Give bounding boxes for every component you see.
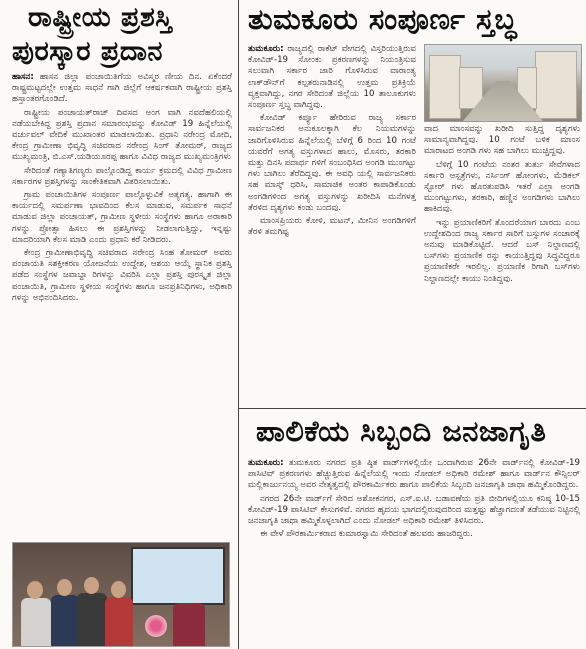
- left-paragraph: ರಾಷ್ಟ್ರೀಯ ಪಂಚಾಯತ್‌ರಾಜ್ ದಿವಸದ ಅಂಗ ವಾಗಿ ನವದೆಹಲಿಯಲ್ಲಿ ನಡೆಯಬೇಕಿದ್ದ ಪ್ರಶಸ್ತಿ ಪ್ರದಾನ ಸಮಾರಂಭವನ್ನು ಕೋವಿಡ್ 19 ಹಿನ್ನೆಲೆಯಲ್ಲಿ ವರ್ಚುವಲ್ ವೇದಿಕೆ ಮುಖಾಂತರ ಮಾಡಲಾಯಿತು. ಪ್ರಧಾನಿ ನರೇಂದ್ರ ಮೋದಿ, ಕೇಂದ್ರ ಗ್ರಾಮೀಣಾ ಭಿವೃದ್ಧಿ ಸಚಿವರಾದ ನರೇಂದ್ರ ಸಿಂಗ್ ತೋಮರ್, ರಾಜ್ಯದ ಮುಖ್ಯಮಂತ್ರಿ, ಬಿ.ಎಸ್.ಯಡಿಯೂರಪ್ಪ ಹಾಗೂ ವಿವಿಧ ರಾಜ್ಯದ ಮುಖ್ಯಮಂತ್ರಿಗಳು: [12, 107, 232, 163]
- right-top-paragraph: ಕೋವಿಡ್ ಕರ್ಪ್ಯೂ ಹೇರಿರುವ ರಾಜ್ಯ ಸರ್ಕಾರ ಸಾರ್ವಜನಿಕರ ಅನುಕೂಲಕ್ಕಾಗಿ ಕೆಲ ನಿಯಮಗಳನ್ನು ಜಾರಿಗೊಳಿಸಿರುವ ಹಿನ್ನೆಲೆಯಲ್ಲಿ ಬೆಳಿಗ್ಗೆ 6 ರಿಂದ 10 ಗಂಟೆ ಯವರೆಗೆ ಅಗತ್ಯ ವಸ್ತುಗಳಾದ ಹಾಲು, ಮೊಸರು, ತರಕಾರಿ ಮತ್ತು ದಿನಸಿ ಪದಾರ್ಥ ಗಳಿಗೆ ಸಂಬಂಧಿಸಿದ ಅಂಗಡಿ ಮುಂಗಟ್ಟು ಗಳು ಬಾಗಿಲು ತೆರೆದಿದ್ದವು. ಈ ಅವಧಿ ಯಲ್ಲಿ ಸಾರ್ವಜನಿಕರು ಸಹ ಮಾಸ್ಕ್ ಧರಿಸಿ, ಸಾಮಾಜಿಕ ಅಂತರ ಕಾಪಾಡಿಕೊಂಡು ಅಂಗಡಿಗಳಿಂದ ಅಗತ್ಯ ವಸ್ತುಗಳನ್ನು ಖರೀದಿಸಿ ಮನೆಗಳತ್ತ ತೆರಳಿದ ದೃಶ್ಯಗಳು ಕಂಡು ಬಂದವು.: [248, 113, 416, 213]
- left-paragraph: ಕೇಂದ್ರ ಗ್ರಾಮೀಣಾಭಿವೃದ್ಧಿ ಸಚಿವರಾದ ನರೇಂದ್ರ ಸಿಂಹ ತೋಮರ್ ಅವರು ಪಂಚಾಯತಿ ಸಶಕ್ತೀಕರಣ ಯೋಜನೆಯ ಉದ್ದೇಶ, ಆಶಯ ಆಯ್ಕೆ ಸ್ಥಾನಿಕ ಪ್ರಶಸ್ತಿ ಪಡೆದ ಸಂಸ್ಥೆಗಳ ಜವಾಬ್ದಾ ರಿಗಳನ್ನು ವಿವರಿಸಿ ಎಲ್ಲಾ ಪ್ರಶಸ್ತಿ ಪುರಸ್ಕೃತ ಜಿಲ್ಲಾ ಪಂಚಾಯಿತಿ, ಗ್ರಾಮೀಣ ಸ್ಥಳೀಯ ಸಂಸ್ಥೆಗಳು ಹಾಗೂ ಜನಪ್ರತಿನಿಧಿಗಳು, ಅಧಿಕಾರಿ ಗಳನ್ನು ಅಭಿನಂದಿಸಿದರು.: [12, 248, 232, 303]
- right-top-dateline: ತುಮಕೂರು:: [248, 44, 284, 54]
- left-paragraph: ಸೇರಿದಂತೆ ಗಣ್ಯಾತಿಗಣ್ಯರು ಪಾಲ್ಗೊಂಡಿದ್ದ ಕಾರ್ಯ ಕ್ರಮದಲ್ಲಿ ವಿವಿಧ ಗ್ರಾಮೀಣ ಸರ್ಕಾರಗಳ ಪ್ರಶಸ್ತಿಗಳನ್ನು ಸಾಂಕೇತಿಕವಾಗಿ ವಿತರಿಸಲಾಯಿತು.: [12, 165, 232, 187]
- right-top-col2: [424, 124, 580, 402]
- left-paragraph: ಗ್ರಾಮ ಪಂಚಾಯಿತಿಗಳ ಸಂಪೂರ್ಣ ಪಾಲ್ಗೊಳ್ಳುವಿಕೆ ಅತ್ಯಗತ್ಯ. ಹಾಗಾಗಿ ಈ ಕಾರ್ಯದಲ್ಲಿ ಸಮರ್ಪಣಾ ಭಾವದಿಂದ ಕೆಲಸ ಮಾಡುವ, ಸಮರ್ಪಕ ಸಾಧನೆ ಮಾಡುವ ಜಿಲ್ಲಾ ಪಂಚಾಯತ್, ಗ್ರಾಮೀಣ ಸ್ಥಳೀಯ ಸಂಸ್ಥೆಗಳು ಹಾಗೂ ಅರಾಕಾರಿ ಗಳನ್ನು ಪ್ರೋತ್ಸಾ ಹಿಸಲು ಈ ಪ್ರಶಸ್ತಿಗಳನ್ನು ನೀಡಲಾಗುತ್ತಿದ್ದು, ಇನ್ನಷ್ಟು ಮಾದರಿಯಾಗಿ ಕೆಲಸ ಮಾಡಿ ಎಂದು ಪ್ರಧಾನಿ ಕರೆ ನೀಡಿದರು.: [12, 190, 232, 245]
- right-top-paragraph: ಬೆಳಿಗ್ಗೆ 10 ಗಂಟೆಯ ನಂತರ ತುರ್ತು ಸೇವೆಗಳಾದ ಸರ್ಕಾರಿ ಆಸ್ಪತ್ರೆಗಳು, ನರ್ಸಿಂಗ್ ಹೋಂಗಳು, ಮೆಡಿಕಲ್ ಸ್ಟೋರ್ ಗಳು ಹೊರತುಪಡಿಸಿ ಇತರೆ ಎಲ್ಲಾ ಅಂಗಡಿ ಮುಂಗಟ್ಟುಗಳು, ತರಕಾರಿ, ಹಣ್ಣಿನ ಅಂಗಡಿಗಳು ಬಾಗಿಲು ಹಾಕಿದವು.: [424, 159, 580, 215]
- video-screen: [131, 547, 225, 605]
- left-dateline: ಹಾಸನ:: [12, 72, 34, 82]
- left-article-body: [12, 72, 232, 538]
- left-headline-line1: ರಾಷ್ಟ್ರೀಯ ಪ್ರಶಸ್ತಿ: [28, 2, 173, 33]
- right-top-paragraph: ರಾಜ್ಯದಲ್ಲಿ ರಾಕೆಟ್ ವೇಗದಲ್ಲಿ ವಿಸ್ತರಿಯುತ್ತಿರುವ ಕೋವಿಡ್-19 ಸೋಂಕು ಪ್ರಕರಣಗಳನ್ನು ನಿಯಂತ್ರಿಸುವ ಸಲುವಾಗಿ ಸರ್ಕಾರ ಜಾರಿ ಗೊಳಿಸಿರುವ ವಾರಾಂತ್ಯ ಲಾಕ್‌ಡೌನ್‌ಗೆ ಕಲ್ಪತರುನಾಡಿನಲ್ಲಿ ಉತ್ತಮ ಪ್ರತಿಕ್ರಿಯೆ ವ್ಯಕ್ತವಾಗಿದ್ದು, ನಗರ ಸೇರಿದಂತೆ ಜಿಲ್ಲೆಯ 10 ತಾಲೂಕುಗಳು ಸಂಪೂರ್ಣ ಸ್ತಬ್ಧ ವಾಗಿದ್ದವು.: [248, 44, 416, 111]
- right-bottom-paragraph: ತುಮಕೂರು ನಗರದ ಪ್ರತಿ ಷ್ಠಿತ ವಾರ್ಡ್‌ಗಳಲ್ಲಿಯೇ ಒಂದಾಗಿರುವ 26ನೇ ವಾರ್ಡ್‌ನಲ್ಲಿ ಕೋವಿಡ್-19 ಪಾಸಿಟಿವ್ ಪ್ರಕರಣಗಳು ಹೆಚ್ಚುತ್ತಿರುವ ಹಿನ್ನೆಲೆಯಲ್ಲಿ ಇಂದು ನೋಡಲ್ ಅಧಿಕಾರಿ ರಮೇಶ್ ಹಾಗೂ ವಾರ್ಡ್‌ನ ಕೌನ್ಸಿಲರ್ ಮಲ್ಲಿಕಾರ್ಜುನಯ್ಯ ಅವರ ನೇತೃತ್ವದಲ್ಲಿ ಪೌರಕಾರ್ಮಿಕರು ಹಾಗೂ ಪಾಲಿಕೆಯ ಸಿಬ್ಬಂದಿ ಜನಜಾಗೃತಿ ಜಾಥಾ ಹಮ್ಮಿಕೊಂಡಿದ್ದರು.: [248, 458, 580, 491]
- right-top-headline: ತುಮಕೂರು ಸಂಪೂರ್ಣ ಸ್ತಬ್ಧ: [248, 2, 517, 36]
- left-headline-line2: ಪುರಸ್ಕಾರ ಪ್ರದಾನ: [12, 36, 163, 67]
- right-bottom-paragraph: ಈ ವೇಳೆ ಪೌರಕಾರ್ಮಿಕರಾದ ಕುಮಾರಸ್ವಾಮಿ ಸೇರಿದಂತೆ ಹಲವರು ಹಾಜರಿದ್ದರು.: [260, 529, 473, 540]
- meeting-photo: [12, 542, 230, 647]
- right-bottom-body: [248, 458, 580, 644]
- right-bottom-paragraph: ನಗರದ 26ನೇ ವಾರ್ಡ್‌ಗೆ ಸೇರಿದ ಅಶೋಕನಗರ, ಎಸ್.ಐ.ಟಿ. ಬಡಾವಣೆಯ ಪ್ರತಿ ಬೀದಿಗಳಲ್ಲಿಯೂ ಕನಿಷ್ಠ 10-15 ಕೋವಿಡ್-19 ಪಾಸಿಟಿವ್ ಕೇಸುಗಳಿವೆ. ನಗರದ ಹೃದಯ ಭಾಗದಲ್ಲಿರುವುದರಿಂದ ಮತ್ತಷ್ಟು ಹೆಚ್ಚಾಗದಂತೆ ತಡೆಯುವ ನಿಟ್ಟಿನಲ್ಲಿ ಜನಜಾಗೃತಿ ಜಾಥಾ ಹಮ್ಮಿಕೊಳ್ಳಲಾಗಿದೆ ಎಂದು ನೋಡಲ್ ಅಧಿಕಾರಿ ರಮೇಶ್ ತಿಳಿಸಿದರು.: [248, 493, 580, 527]
- right-top-col1: [248, 44, 416, 400]
- right-bottom-headline: ಪಾಲಿಕೆಯ ಸಿಬ್ಬಂದಿ ಜನಜಾಗೃತಿ: [256, 414, 547, 448]
- right-top-paragraph: ಇನ್ನು ಪ್ರಯಾಣಿಕರಿಗೆ ತೊಂದರೆಯಾಗ ಬಾರದು ಎಂಬ ಉದ್ದೇಶದಿಂದ ರಾಜ್ಯ ಸರ್ಕಾರ ಸಾರಿಗೆ ಬಸ್ಸುಗಳ ಸಂಚಾರಕ್ಕೆ ಅನುವು ಮಾಡಿಕೊಟ್ಟಿದೆ. ಆದರೆ ಬಸ್ ನಿಲ್ದಾಣದಲ್ಲಿ ಬಸ್‌ಗಳು ಪ್ರಯಾಣಿಕ ರನ್ನು ಕಾಯುತ್ತಿದ್ದವು ಸಿದ್ಧವಿದ್ದರೂ ಪ್ರಯಾಣಿಕರೇ ಇರಲಿಲ್ಲ. ಪ್ರಯಾಣಿಕ ರಿಗಾಗಿ ಬಸ್‌ಗಳು ನಿಲ್ದಾಣದಲ್ಲೇ ಕಾಯು ನಿಂತಿದ್ದವು.: [424, 217, 580, 284]
- right-top-paragraph: ವಾದ ಮಾಂಸವನ್ನು ಖರೀದಿ ಸುತ್ತಿದ್ದ ದೃಶ್ಯಗಳು ಸಾಮಾನ್ಯವಾಗಿದ್ದವು. 10 ಗಂಟೆ ಬಳಿಕ ಮಾಂಸ ಮಾರಾಟದ ಅಂಗಡಿ ಗಳು ಸಹ ಬಾಗಿಲು ಮುಚ್ಚಿದ್ದವು.: [424, 124, 580, 157]
- right-bottom-dateline: ತುಮಕೂರು:: [248, 458, 284, 468]
- section-divider: [238, 408, 586, 409]
- left-paragraph: ಹಾಸನ ಜಿಲ್ಲಾ ಪಂಚಾಯಿತಿಗೆಯ ಅವಿಸ್ಮರ ಣೀಯ ದಿನ. ಏಕೆಂದರೆ ರಾಷ್ಟ್ರಮಟ್ಟದಲ್ಲೇ ಉತ್ತಮ ಸಾಧನೆ ಗಾಗಿ ಜಿಲ್ಲೆಗೆ ಆಕರ್ಷಕವಾಗಿ ರಾಷ್ಟ್ರೀಯ ಪ್ರಶಸ್ತಿ ಹಸ್ತಾಂತರಗೊಂಡಿದೆ.: [12, 72, 232, 105]
- street-photo: [424, 44, 582, 122]
- column-divider: [238, 0, 239, 649]
- right-top-paragraph: ಮಾಂಸಪ್ರಿಯರು ಕೋಳಿ, ಮಟನ್, ಮೀನಿನ ಅಂಗಡಿಗಳಿಗೆ ತೆರಳಿ ತಮಗಿಷ್ಟ: [248, 216, 416, 238]
